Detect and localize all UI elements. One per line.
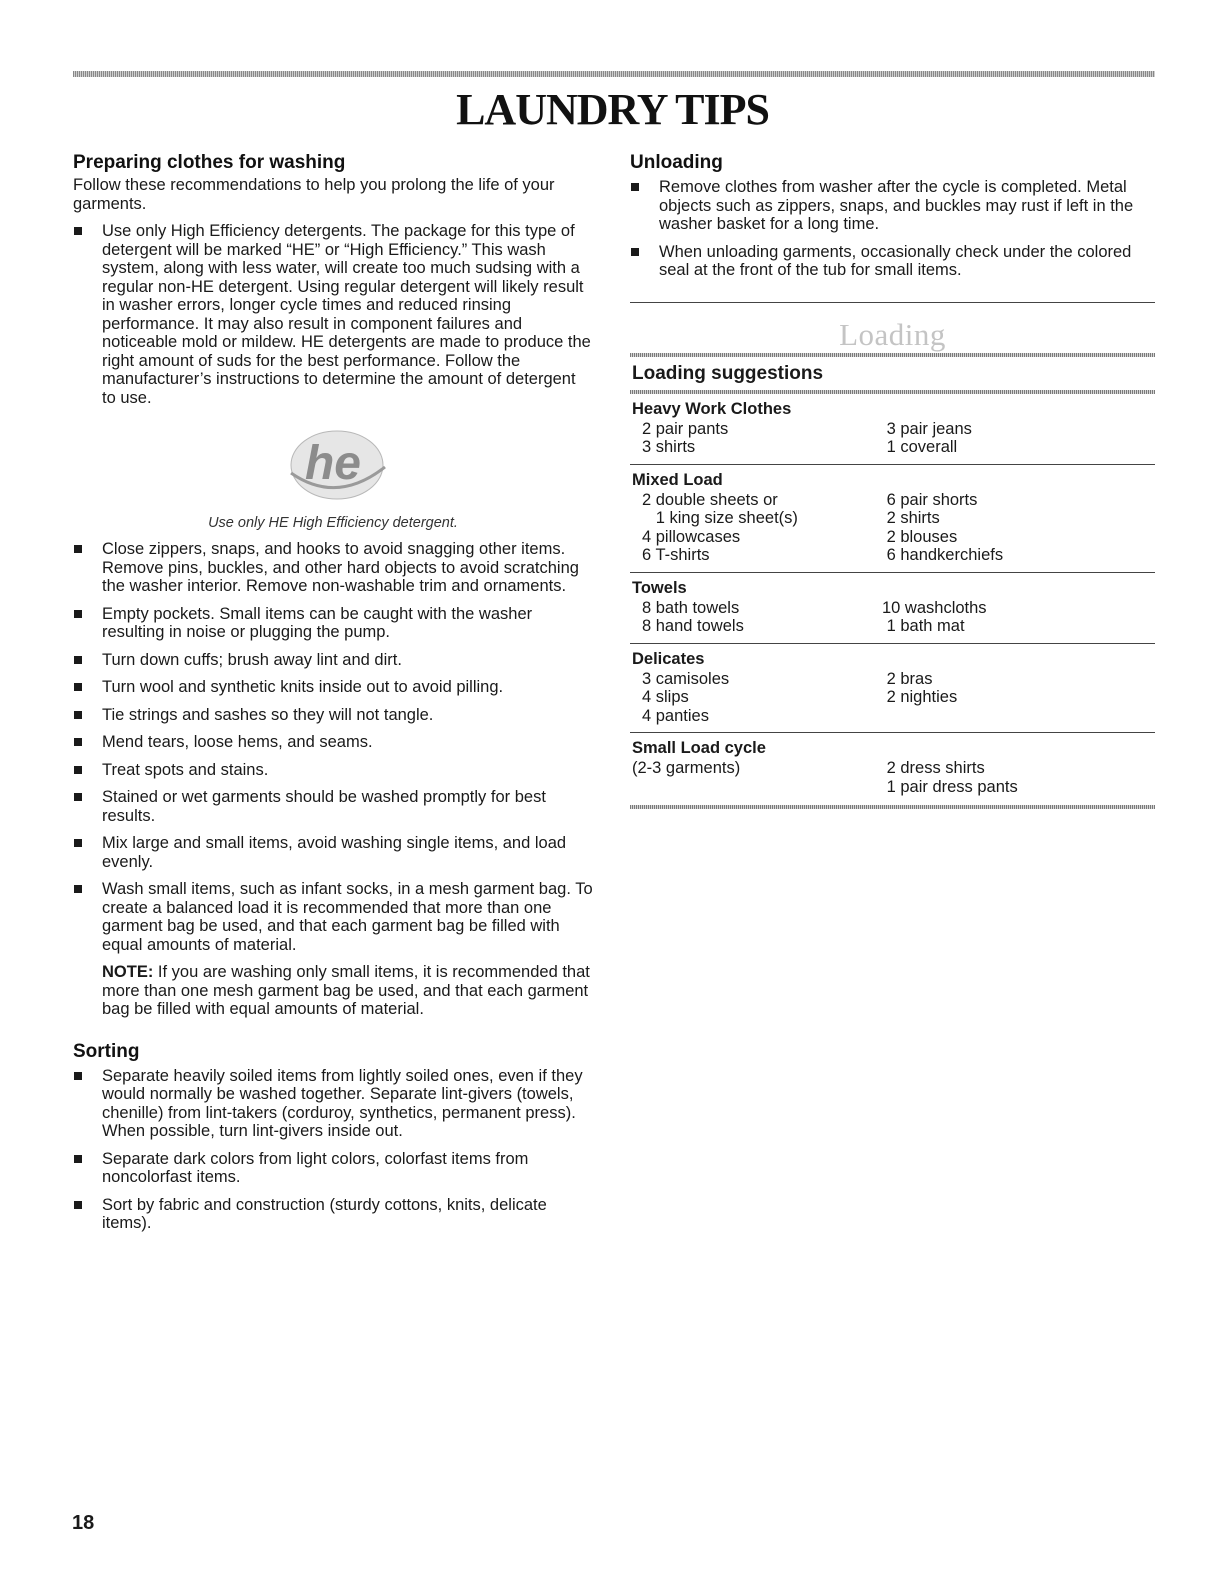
list-item-text: Use only High Efficiency detergents. The package for this type of detergent will be marked “HE” or “High Efficiency.” This wash system, along with less water, will create too much sudsing with a regular non-HE detergent. Using regular detergent will likely result in washer errors, longer cycle times and reduced rinsing performance. It may also result in component failures and noticeable mold or mildew. HE detergents are made to produce the right amount of suds for the best performance. Follow the manufacturer’s instructions to determine the amount of detergent to use. [102, 222, 591, 407]
loading-item: 3 camisoles [642, 669, 730, 688]
loading-item: 1 king size sheet(s) [642, 509, 798, 527]
list-item-text: Turn down cuffs; brush away lint and dirt. [102, 650, 402, 669]
square-bullet-icon [74, 1201, 82, 1209]
loading-group [630, 573, 1155, 644]
loading-item: 4 slips [642, 688, 689, 706]
loading-item: 2 dress shirts [882, 759, 985, 777]
loading-section-title: Loading [839, 316, 946, 352]
square-bullet-icon [74, 610, 82, 618]
loading-group [630, 465, 1155, 573]
loading-items-left [632, 599, 882, 636]
list-item-text: Close zippers, snaps, and hooks to avoid snagging other items. Remove pins, buckles, and other hard objects to avoid scratching the washer interior. Remove non-washable trim and ornaments. [102, 540, 579, 595]
hatched-rule [630, 805, 1155, 809]
list-item [73, 222, 593, 407]
list-item-text: When unloading garments, occasionally check under the colored seal at the front of the tub for small items. [659, 242, 1132, 279]
sorting-list [73, 1067, 593, 1233]
preparing-intro: Follow these recommendations to help you prolong the life of your garments. [73, 176, 555, 213]
loading-group [630, 394, 1155, 465]
loading-items-left [632, 420, 882, 457]
section-divider [630, 302, 1155, 303]
loading-item: 1 pair dress pants [882, 777, 1018, 796]
list-item-text: Treat spots and stains. [102, 760, 269, 779]
note-text: If you are washing only small items, it is recommended that more than one mesh garment bag be used, and that each garment bag be filled with equal amounts of material. [102, 963, 590, 1018]
loading-group-items [632, 491, 1155, 565]
list-item-text: Stained or wet garments should be washed promptly for best results. [102, 788, 546, 825]
loading-group-name: Heavy Work Clothes [632, 399, 792, 418]
loading-items-right [882, 420, 972, 457]
sorting-section [73, 1041, 593, 1233]
page-number: 18 [72, 1512, 95, 1534]
loading-group-items [632, 759, 1155, 796]
loading-group-name: Towels [632, 578, 687, 597]
loading-item: 2 nighties [882, 688, 958, 706]
loading-item: 8 hand towels [642, 617, 744, 635]
unloading-list [630, 178, 1155, 280]
loading-group-items [632, 599, 1155, 636]
sorting-heading: Sorting [73, 1040, 140, 1062]
loading-item: 2 bras [882, 669, 933, 688]
list-item-text: Separate dark colors from light colors, colorfast items from noncolorfast items. [102, 1149, 529, 1186]
list-item [73, 605, 593, 642]
list-item-text: Remove clothes from washer after the cycle is completed. Metal objects such as zippers, snaps, and buckles may rust if left in the washer basket for a long time. [659, 178, 1134, 233]
loading-groups [630, 394, 1155, 804]
loading-item: 1 bath mat [882, 617, 965, 635]
loading-item: 2 blouses [882, 527, 958, 546]
loading-item: 1 coverall [882, 438, 958, 456]
loading-item: 2 pair pants [642, 419, 729, 438]
square-bullet-icon [74, 839, 82, 847]
loading-group-name: Small Load cycle [632, 739, 766, 757]
loading-group [630, 644, 1155, 734]
list-item [73, 706, 593, 725]
loading-item: 3 pair jeans [882, 419, 972, 438]
note-paragraph [102, 963, 593, 1019]
square-bullet-icon [74, 711, 82, 719]
list-item-text: Separate heavily soiled items from lightly soiled ones, even if they would normally be washed together. Separate lint-givers (towels, chenille) from lint-takers (corduroy, synthetics, permanent press). When possible, turn lint-givers inside out. [102, 1066, 583, 1140]
preparing-list-top [73, 222, 593, 407]
list-item [73, 1067, 593, 1141]
loading-items-right [882, 670, 957, 726]
loading-item: 2 double sheets or [642, 490, 778, 509]
loading-group [630, 733, 1155, 803]
list-item [73, 1196, 593, 1233]
note-label: NOTE: [102, 963, 154, 981]
list-item-text: Mend tears, loose hems, and seams. [102, 733, 373, 751]
list-item-text: Empty pockets. Small items can be caught with the washer resulting in noise or plugging the pump. [102, 604, 533, 641]
square-bullet-icon [74, 545, 82, 553]
square-bullet-icon [74, 227, 82, 235]
loading-item: 6 handkerchiefs [882, 546, 1004, 564]
list-item-text: Mix large and small items, avoid washing single items, and load evenly. [102, 834, 567, 871]
list-item [73, 540, 593, 596]
loading-suggestions-heading: Loading suggestions [632, 362, 824, 384]
list-item [73, 678, 593, 697]
square-bullet-icon [74, 766, 82, 774]
loading-item: 4 panties [642, 706, 709, 725]
list-item [73, 834, 593, 871]
loading-items-left [632, 759, 882, 796]
list-item [73, 651, 593, 670]
square-bullet-icon [631, 248, 639, 256]
loading-items-right [882, 599, 987, 636]
loading-items-right [882, 759, 1018, 796]
list-item [630, 243, 1155, 280]
loading-group-items [632, 420, 1155, 457]
loading-group-name: Delicates [632, 649, 705, 668]
he-logo-icon [283, 427, 391, 507]
loading-item: 10 washcloths [882, 598, 987, 617]
list-item [73, 1150, 593, 1187]
list-item-text: Tie strings and sashes so they will not tangle. [102, 705, 434, 724]
he-caption: Use only HE High Efficiency detergent. [208, 515, 458, 531]
right-column [630, 152, 1155, 809]
loading-group-name: Mixed Load [632, 470, 723, 489]
loading-item: 2 shirts [882, 509, 940, 527]
square-bullet-icon [74, 683, 82, 691]
loading-group-items [632, 670, 1155, 726]
unloading-heading: Unloading [630, 152, 723, 173]
page-title: LAUNDRY TIPS [456, 85, 769, 134]
loading-items-left [632, 670, 882, 726]
hatched-rule [630, 353, 1155, 357]
top-rule [73, 71, 1155, 77]
loading-item: 6 T-shirts [642, 546, 710, 564]
loading-item: 6 pair shorts [882, 490, 978, 509]
list-item-text: Sort by fabric and construction (sturdy cottons, knits, delicate items). [102, 1195, 547, 1232]
list-item-text: Wash small items, such as infant socks, in a mesh garment bag. To create a balanced load it is recommended that more than one garment bag be used, and that each garment bag be filled with equal amounts of material. [102, 880, 593, 954]
loading-items-right [882, 491, 1003, 565]
square-bullet-icon [74, 656, 82, 664]
square-bullet-icon [74, 1072, 82, 1080]
loading-item: 3 shirts [642, 438, 696, 456]
list-item [73, 733, 593, 752]
loading-item: 4 pillowcases [642, 527, 741, 546]
left-column [73, 152, 593, 1233]
list-item [73, 788, 593, 825]
square-bullet-icon [74, 793, 82, 801]
square-bullet-icon [631, 183, 639, 191]
square-bullet-icon [74, 1155, 82, 1163]
preparing-list [73, 540, 593, 954]
loading-item: 8 bath towels [642, 598, 740, 617]
he-logo-text: he [304, 437, 362, 490]
square-bullet-icon [74, 738, 82, 746]
list-item [630, 178, 1155, 234]
list-item [73, 761, 593, 780]
loading-item: (2-3 garments) [632, 759, 741, 777]
list-item-text: Turn wool and synthetic knits inside out to avoid pilling. [102, 678, 504, 696]
loading-items-left [632, 491, 882, 565]
square-bullet-icon [74, 885, 82, 893]
preparing-heading: Preparing clothes for washing [73, 152, 346, 173]
list-item [73, 880, 593, 954]
